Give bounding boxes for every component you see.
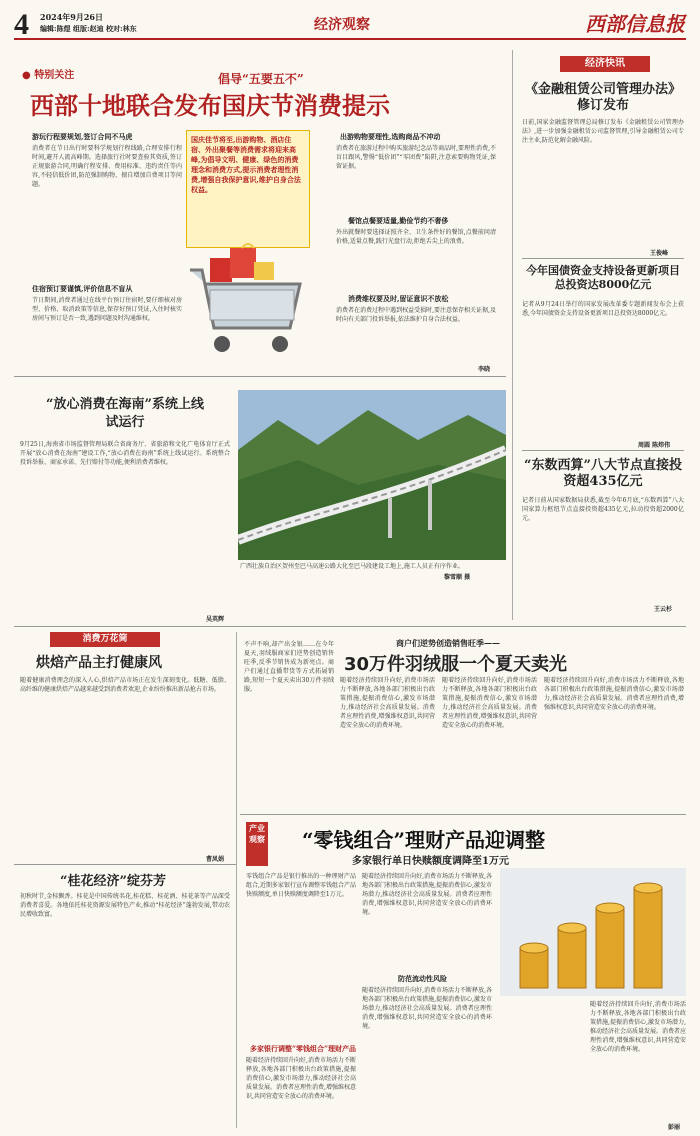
article2-body: 9月25日,海南省市场监督管理局联合省商务厅、省旅游和文化广电体育厅正式开展“放心消费在海南”建设工作,“放心消费在海南”系统上线试运行。系统整合投诉举报、商家承诺、先行赔付等功能,便利消费者维权。 xyxy=(20,441,230,466)
article3-body: 随着健康消费理念的深入人心,烘焙产品市场正在发生深刻变化。低糖、低脂、高纤维的健康烘焙产品越来越受到消费者欢迎,企业纷纷推出新品抢占市场。 xyxy=(20,677,230,693)
photo-caption: 广西壮族自治区贺州至巴马高速公路大化至巴马段建设工地上,施工人员正有序作业。 xyxy=(240,563,464,570)
news2-body: 记者从9月24日举行的国家发展改革委专题新闻发布会上获悉,今年国债资金支持设备更新项目总投资达8000亿元。 xyxy=(522,301,684,317)
highway-photo xyxy=(238,390,506,560)
news1-author: 王俊峰 xyxy=(650,250,669,257)
shopping-cart-illustration xyxy=(180,240,315,370)
section-name: 经济观察 xyxy=(314,17,370,33)
news3-headline: “东数西算”八大节点直接投资超435亿元 xyxy=(524,458,682,489)
feature-author: 李晓 xyxy=(478,366,491,373)
feature-subhead-1: 游玩行程要规划,签订合同不马虎 xyxy=(32,132,133,141)
feature-tag: ● 特别关注 xyxy=(22,70,75,81)
news2-author: 周圆 陈炜伟 xyxy=(638,442,671,449)
news-divider-1 xyxy=(522,258,684,259)
news3-body: 记者日前从国家数据局获悉,截至今年6月底,“东数西算”八大国家算力枢纽节点直接投资超435亿元,拉动投资超2000亿元。 xyxy=(522,497,684,522)
article6-col-b: 随着经济持续回升向好,消费市场活力不断释放,各地各部门积极出台政策措施,提振消费信心,激发市场潜力,推动经济社会高质量发展。消费者应理性消费,增强维权意识,共同营造安全放心的消费环境。 xyxy=(362,873,492,916)
news3-author: 王云杉 xyxy=(654,606,673,613)
article3-banner: 消费万花筒 xyxy=(50,632,160,647)
feature-headline: 西部十地联合发布国庆节消费提示 xyxy=(30,92,390,120)
coins-illustration xyxy=(500,868,686,996)
feature-subhead-4: 餐馆点餐要适量,勤俭节约不奢侈 xyxy=(348,216,449,225)
news-divider-2 xyxy=(522,450,684,451)
article5-kicker: 商户们逆势创造销售旺季—— xyxy=(396,638,500,648)
article6-sub1: 多家银行调整“零钱组合”理财产品 xyxy=(250,1044,357,1053)
sidebar-banner: 经济快讯 xyxy=(560,56,650,72)
feature-subhead-2: 住宿预订要谨慎,评价信息不盲从 xyxy=(32,284,133,293)
news1-headline: 《金融租赁公司管理办法》修订发布 xyxy=(524,82,681,113)
article6-banner: 产业观察 xyxy=(246,822,268,866)
article5-col-d: 随着经济持续回升向好,消费市场活力不断释放,各地各部门积极出台政策措施,提振消费信心,激发市场潜力,推动经济社会高质量发展。消费者应理性消费,增强维权意识,共同营造安全放心的消费环境。 xyxy=(544,677,684,711)
article3-author: 曹凤娟 xyxy=(206,856,225,863)
callout-text: 国庆佳节将至,出游购物、酒店住宿、外出聚餐等消费需求将迎来高峰,为倡导文明、健康、绿色的消费理念和消费方式,提示消费者理性消费,增强自我保护意识,维护自身合法权益。 xyxy=(191,135,301,194)
article5-col-b: 随着经济持续回升向好,消费市场活力不断释放,各地各部门积极出台政策措施,提振消费信心,激发市场潜力,推动经济社会高质量发展。消费者应理性消费,增强维权意识,共同营造安全放心的消费环境。 xyxy=(340,677,435,729)
article2-author: 吴英辉 xyxy=(206,616,225,623)
article5-headline: 30万件羽绒服一个夏天卖光 xyxy=(344,654,568,675)
article6-headline: “零钱组合”理财产品迎调整 xyxy=(302,828,546,852)
callout-box xyxy=(186,130,310,248)
article6-col-c: 随着经济持续回升向好,消费市场活力不断释放,各地各部门积极出台政策措施,提振消费信心,激发市场潜力,推动经济社会高质量发展。消费者应理性消费,增强维权意识,共同营造安全放心的消费环境。 xyxy=(590,1001,686,1053)
news2-headline: 今年国债资金支持设备更新项目总投资达8000亿元 xyxy=(526,264,680,291)
article3-headline: 烘焙产品主打健康风 xyxy=(36,655,162,671)
divider-mid xyxy=(14,626,686,627)
article4-headline: “桂花经济”绽芬芳 xyxy=(60,874,166,889)
article6-col-b2: 随着经济持续回升向好,消费市场活力不断释放,各地各部门积极出台政策措施,提振消费信心,激发市场潜力,推动经济社会高质量发展。消费者应理性消费,增强维权意识,共同营造安全放心的消费环境。 xyxy=(362,987,492,1030)
feature-column-1: 消费者在节日出行时要科学规划行程线路,合理安排行程时间,避开人流高峰期。选择旅行社时要查验其资质,签订正规旅游合同,明确行程安排、费用标准、违约责任等内容,不轻信低价团,防范强制购物、擅自增加自费项目等问题。 xyxy=(32,145,182,188)
feature-column-3c: 消费者在消费过程中遇到权益受损时,要注意保存相关证据,及时向有关部门投诉举报,依法维护自身合法权益。 xyxy=(336,307,496,323)
article2-headline: “放心消费在海南”系统上线试运行 xyxy=(46,397,204,430)
divider-feature xyxy=(14,376,506,377)
article5-col-a: 不声不响,却产出金银……在今年夏天,羽绒服商家们逆势创造销售旺季,反季节销售成为新亮点。商户们通过直播带货等方式拓展销路,短短一个夏天卖出30万件羽绒服。 xyxy=(244,641,334,693)
feature-subhead-3: 出游购物要理性,选购商品不冲动 xyxy=(340,132,441,141)
feature-column-3b: 外出就餐时要选择证照齐全、卫生条件好的餐馆,点餐前问清价格,适量点餐,践行光盘行动,拒绝舌尖上的浪费。 xyxy=(336,229,496,245)
article6-sub2: 防范流动性风险 xyxy=(398,974,447,983)
feature-kicker: 倡导“五要五不” xyxy=(218,72,304,86)
article6-col-a: 零钱组合产品是银行推出的一种理财产品组合,近期多家银行宣布调整零钱组合产品快赎额度,单日快赎额度调降至1万元。 xyxy=(246,873,356,898)
article6-col-a2: 随着经济持续回升向好,消费市场活力不断释放,各地各部门积极出台政策措施,提振消费信心,激发市场潜力,推动经济社会高质量发展。消费者应理性消费,增强维权意识,共同营造安全放心的消费环境。 xyxy=(246,1057,356,1100)
article6-author: 彭丽 xyxy=(668,1124,681,1131)
header-rule xyxy=(14,38,686,40)
feature-column-3: 消费者在旅游过程中购买旅游纪念品等商品时,要理性消费,不盲目跟风,警惕“低价团”“零团费”陷阱,注意索要购物凭证,保留证据。 xyxy=(336,145,496,170)
sidebar-rule xyxy=(512,50,513,620)
page-number: 4 xyxy=(14,8,29,41)
news1-body: 日前,国家金融监督管理总局修订发布《金融租赁公司管理办法》,进一步加强金融租赁公司监督管理,引导金融租赁公司专注主业,防范化解金融风险。 xyxy=(522,119,684,144)
brand-logo: 西部信息报 xyxy=(585,12,685,36)
article5-col-c: 随着经济持续回升向好,消费市场活力不断释放,各地各部门积极出台政策措施,提振消费信心,激发市场潜力,推动经济社会高质量发展。消费者应理性消费,增强维权意识,共同营造安全放心的消费环境。 xyxy=(442,677,537,729)
article4-body: 初秋时节,金桂飘香。桂花是中国传统名花,桂花糕、桂花酒、桂花茶等产品深受消费者喜爱。各地依托桂花资源发展特色产业,推动“桂花经济”蓬勃发展,带动农民增收致富。 xyxy=(20,893,230,918)
article6-subhead: 多家银行单日快赎额度调降至1万元 xyxy=(352,856,509,867)
column-rule xyxy=(236,632,237,1128)
page-date: 2024年9月26日 xyxy=(40,12,103,22)
divider-right xyxy=(240,814,686,815)
divider-left xyxy=(14,864,236,865)
feature-subhead-5: 消费维权要及时,留证意识不放松 xyxy=(348,294,449,303)
page-editors: 编辑:陈煜 组版:赵迪 校对:林东 xyxy=(40,24,137,33)
feature-column-1b: 节日期间,消费者通过在线平台预订住宿时,要仔细核对房型、价格、取消政策等信息,保存好预订凭证,入住时核实房间与预订是否一致,遇到问题及时沟通维权。 xyxy=(32,297,182,322)
photo-credit: 黎雪顺 摄 xyxy=(444,574,471,581)
